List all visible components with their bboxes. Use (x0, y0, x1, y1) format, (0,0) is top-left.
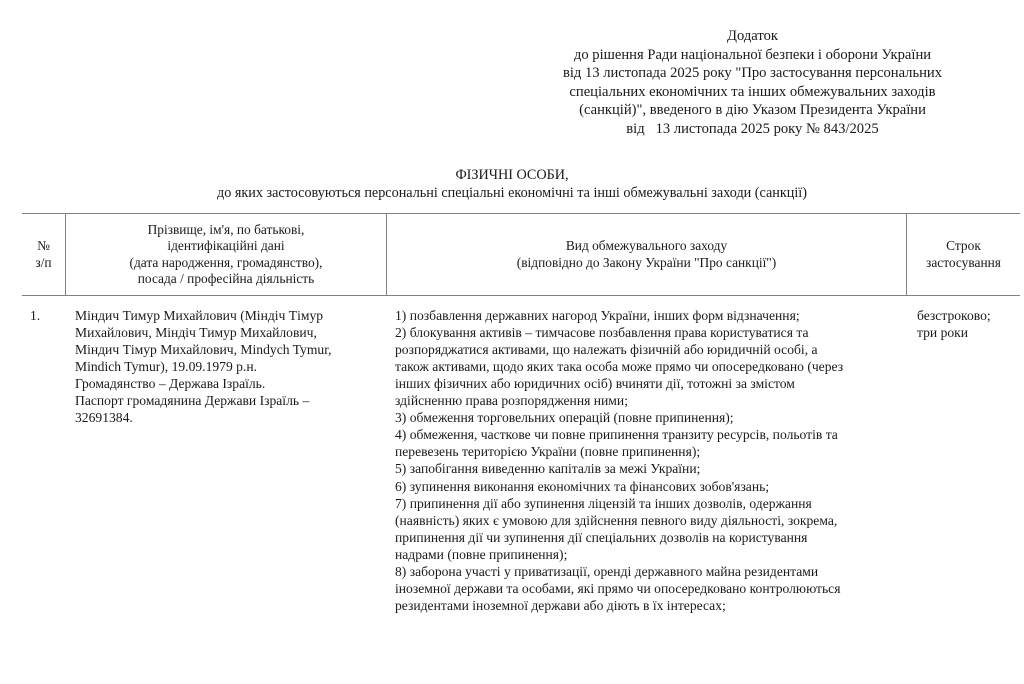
table-row (22, 295, 1020, 614)
person-passport-line: Паспорт громадянина Держави Ізраїль – (75, 393, 310, 409)
page-title (0, 167, 1024, 202)
column-header-measure-line-1: Вид обмежувального заходу (565, 238, 728, 254)
measure-line: 8) заборона участі у приватизації, оренді державного майна резидентами (395, 564, 819, 580)
measure-line: надрами (повне припинення); (395, 546, 568, 562)
person-citizenship-line: Громадянство – Держава Ізраїль. (75, 376, 266, 391)
column-header-number-line-1: № (37, 238, 50, 254)
person-name-line: Міндич Тімур Михайлович, Mindych Tymur, (75, 341, 332, 357)
page-title-subtitle: до яких застосовуються персональні спеціальні економічні та інші обмежувальні заходи (санкції) (217, 184, 807, 201)
column-header-term-line-2: застосування (926, 254, 1001, 270)
column-header-number-line-2: з/п (35, 254, 52, 270)
measure-line: 6) зупинення виконання економічних та фінансових зобов'язань; (395, 478, 770, 494)
term-line: три роки (917, 324, 969, 340)
cell-row-number: 1. (30, 307, 41, 323)
measure-line: 7) припинення дії або зупинення ліцензій та інших дозволів, одержання (395, 495, 812, 511)
measure-line: 1) позбавлення державних нагород України, інших форм відзначення; (395, 307, 800, 323)
column-header-term (907, 214, 1021, 296)
header-line-2: до рішення Ради національної безпеки і оборони України (573, 46, 932, 63)
cell-restrictive-measures (387, 295, 907, 614)
table-header-row (22, 214, 1020, 296)
column-header-name-line-4: посада / професійна діяльність (137, 271, 315, 287)
measure-line: розпоряджатися активами, що належать фізичній або юридичній особі, а (395, 341, 818, 357)
column-header-name-line-3: (дата народження, громадянство), (129, 254, 323, 270)
measure-line: 3) обмеження торговельних операцій (повне припинення); (395, 410, 734, 426)
document-header (540, 27, 965, 139)
measure-line: також активами, щодо яких така особа може прямо чи опосередковано (через (395, 358, 844, 374)
measure-line: 4) обмеження, часткове чи повне припинення транзиту ресурсів, польотів та (395, 427, 838, 443)
person-name-line: Михайлович, Міндіч Тимур Михайлович, (75, 324, 317, 340)
header-line-1: Додаток (727, 28, 778, 44)
cell-application-term (907, 295, 1021, 614)
header-line-4: спеціальних економічних та інших обмежувальних заходів (569, 83, 936, 100)
measure-line: перевезень територією України (повне припинення); (395, 444, 701, 460)
page-title-main: ФІЗИЧНІ ОСОБИ, (455, 167, 569, 183)
column-header-number (22, 214, 66, 296)
measure-line: інших фізичних або юридичних осіб) вчиняти дії, тотожні за змістом (395, 376, 795, 391)
column-header-measure-line-2: (відповідно до Закону України "Про санкції") (516, 254, 777, 270)
measure-line: (наявність) яких є умовою для здійснення певного виду діяльності, зокрема, (395, 512, 838, 528)
measure-line: резидентами іноземної держави або діють в їх інтересах; (395, 598, 726, 614)
measure-line: 2) блокування активів – тимчасове позбавлення права користуватися та (395, 324, 809, 340)
cell-person-details (66, 295, 387, 614)
person-name-line: Міндич Тимур Михайлович (Міндіч Тімур (75, 307, 324, 323)
measure-line: 5) запобігання виведенню капіталів за межі України; (395, 461, 701, 477)
column-header-term-line-1: Строк (946, 238, 981, 254)
column-header-name (66, 214, 387, 296)
header-line-3: від 13 листопада 2025 року "Про застосування персональних (562, 65, 943, 82)
column-header-name-line-1: Прізвище, ім'я, по батькові, (147, 222, 305, 237)
column-header-measure (387, 214, 907, 296)
header-line-6: від 13 листопада 2025 року № 843/2025 (626, 120, 879, 137)
person-passport-number-line: 32691384. (75, 410, 133, 426)
column-header-name-line-2: ідентифікаційні дані (167, 238, 285, 254)
term-line: безстроково; (917, 307, 991, 323)
header-line-5: (санкцій)", введеного в дію Указом Президента України (579, 102, 926, 119)
measure-line: здійсненню права розпорядження ними; (395, 393, 628, 409)
sanctions-table (22, 213, 1020, 614)
measure-line: іноземної держави та особами, які прямо чи опосередковано контролюються (395, 581, 841, 597)
measure-line: припинення дії чи зупинення дії спеціальних дозволів на користування (395, 529, 808, 545)
person-name-line: Mindich Tymur), 19.09.1979 р.н. (75, 358, 258, 374)
